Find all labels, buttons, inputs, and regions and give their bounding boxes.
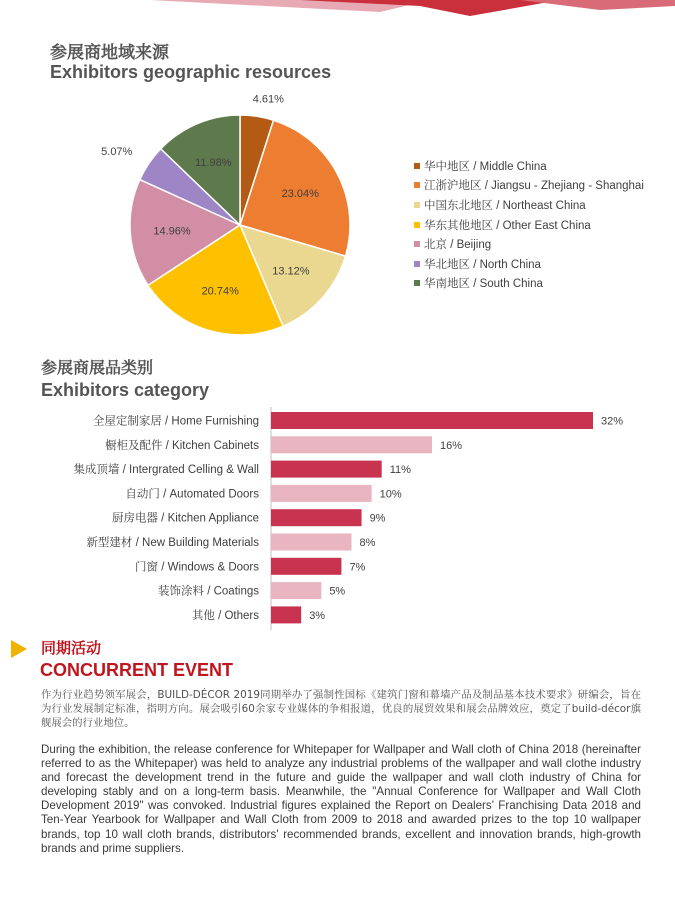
legend-swatch [414, 280, 420, 286]
legend-label: 中国东北地区 / Northeast China [424, 199, 586, 212]
geo-legend [414, 156, 644, 293]
event-title-cn: 同期活动 [41, 639, 102, 657]
category-title-cn: 参展商展品类别 [41, 358, 154, 377]
top-decorative-banner [0, 0, 675, 16]
bar [271, 436, 432, 453]
bar-category-label: 门窗 / Windows & Doors [135, 561, 259, 574]
bar [271, 606, 301, 623]
legend-label: 北京 / Beijing [424, 239, 492, 252]
bar [271, 509, 362, 526]
bar-value-label: 9% [369, 512, 386, 525]
bar-value-label: 32% [601, 415, 624, 428]
legend-label: 华北地区 / North China [424, 258, 541, 271]
bar-category-label: 集成顶墙 / Intergrated Celling & Wall [73, 464, 259, 477]
legend-swatch [414, 202, 420, 208]
pie-value-label: 14.96% [153, 225, 191, 238]
legend-label: 江浙沪地区 / Jiangsu - Zhejiang - Shanghai [424, 180, 644, 193]
pie-value-label: 11.98% [195, 157, 232, 170]
legend-item [414, 254, 644, 274]
geo-title-cn: 参展商地域来源 [50, 43, 169, 63]
bar [271, 534, 352, 551]
pie-value-label: 5.07% [101, 145, 133, 158]
event-paragraph-en: During the exhibition, the release conference for Whitepaper for Wallpaper and Wall cloth of China 2018 (hereinafter referred to as the Whitepaper) was held to analyze any industrial problems of the wallpaper and wall clothe industry and forecast the development trend in the future and guide the wallpaper and wall cloth industry of China for developing stably and on a long-term basis. Meanwhile, the "Annual Conference for Wallpaper and Wall Cloth Development 2019" was convoked. Industrial figures explained the Report on Dealers' Franchising Data 2018 and Ten-Year Yearbook for Wallpaper and Wall Cloth from 2009 to 2018 and awarded prizes to the top 10 wallpaper brands, top 10 wall cloth brands, distributors' recommended brands, excellent and innovation brands, high-growth brands and prime suppliers. [41, 743, 641, 855]
legend-swatch [414, 222, 420, 228]
bar [271, 582, 321, 599]
legend-label: 华东其他地区 / Other East China [424, 219, 591, 232]
legend-label: 华南地区 / South China [424, 278, 543, 291]
bar-value-label: 16% [440, 439, 463, 452]
bar [271, 412, 593, 429]
bar-value-label: 10% [379, 488, 402, 501]
bar [271, 485, 372, 502]
legend-swatch [414, 182, 420, 188]
legend-item [414, 156, 644, 176]
pie-value-label: 20.74% [201, 285, 239, 298]
event-arrow-icon [11, 640, 27, 658]
bar-category-label: 新型建材 / New Building Materials [86, 537, 259, 549]
bar-value-label: 7% [349, 561, 366, 574]
geo-pie-chart [101, 93, 360, 345]
bar-value-label: 3% [309, 609, 326, 622]
category-bar-chart [0, 405, 675, 630]
pie-value-label: 4.61% [252, 93, 284, 106]
bar [271, 461, 382, 478]
bar-category-label: 全屋定制家居 / Home Furnishing [92, 415, 259, 428]
bar-value-label: 5% [329, 585, 346, 598]
legend-item [414, 176, 644, 196]
bar [271, 558, 341, 575]
legend-swatch [414, 163, 420, 169]
legend-swatch [414, 261, 420, 267]
bar-category-label: 橱柜及配件 / Kitchen Cabinets [104, 439, 259, 452]
bar-value-label: 11% [389, 464, 411, 477]
bar-value-label: 8% [359, 537, 376, 549]
legend-item [414, 195, 644, 215]
pie-value-label: 23.04% [281, 188, 319, 201]
pie-value-label: 13.12% [272, 265, 310, 278]
legend-item [414, 215, 644, 235]
bar-category-label: 其他 / Others [191, 609, 259, 622]
legend-label: 华中地区 / Middle China [424, 160, 547, 173]
geo-title-en: Exhibitors geographic resources [50, 62, 332, 82]
legend-swatch [414, 241, 420, 247]
bar-category-label: 厨房电器 / Kitchen Appliance [111, 512, 259, 525]
bar-category-label: 自动门 / Automated Doors [125, 488, 259, 501]
event-paragraph-cn: 作为行业趋势领军展会，BUILD-DÉCOR 2019同期举办了强制性国标《建筑门窗和幕墙产品及制品基本技术要求》研编会，旨在为行业发展制定标准，指明方向。展会吸引60余家专业媒体的争相报道，优良的展贸效果和展会品牌效应，奠定了build-décor旗舰展会的行业地位。 [41, 689, 641, 729]
legend-item [414, 274, 644, 294]
bar-category-label: 装饰涂料 / Coatings [158, 585, 259, 598]
category-title-en: Exhibitors category [41, 380, 210, 400]
legend-item [414, 234, 644, 254]
event-title-en: CONCURRENT EVENT [40, 660, 234, 680]
